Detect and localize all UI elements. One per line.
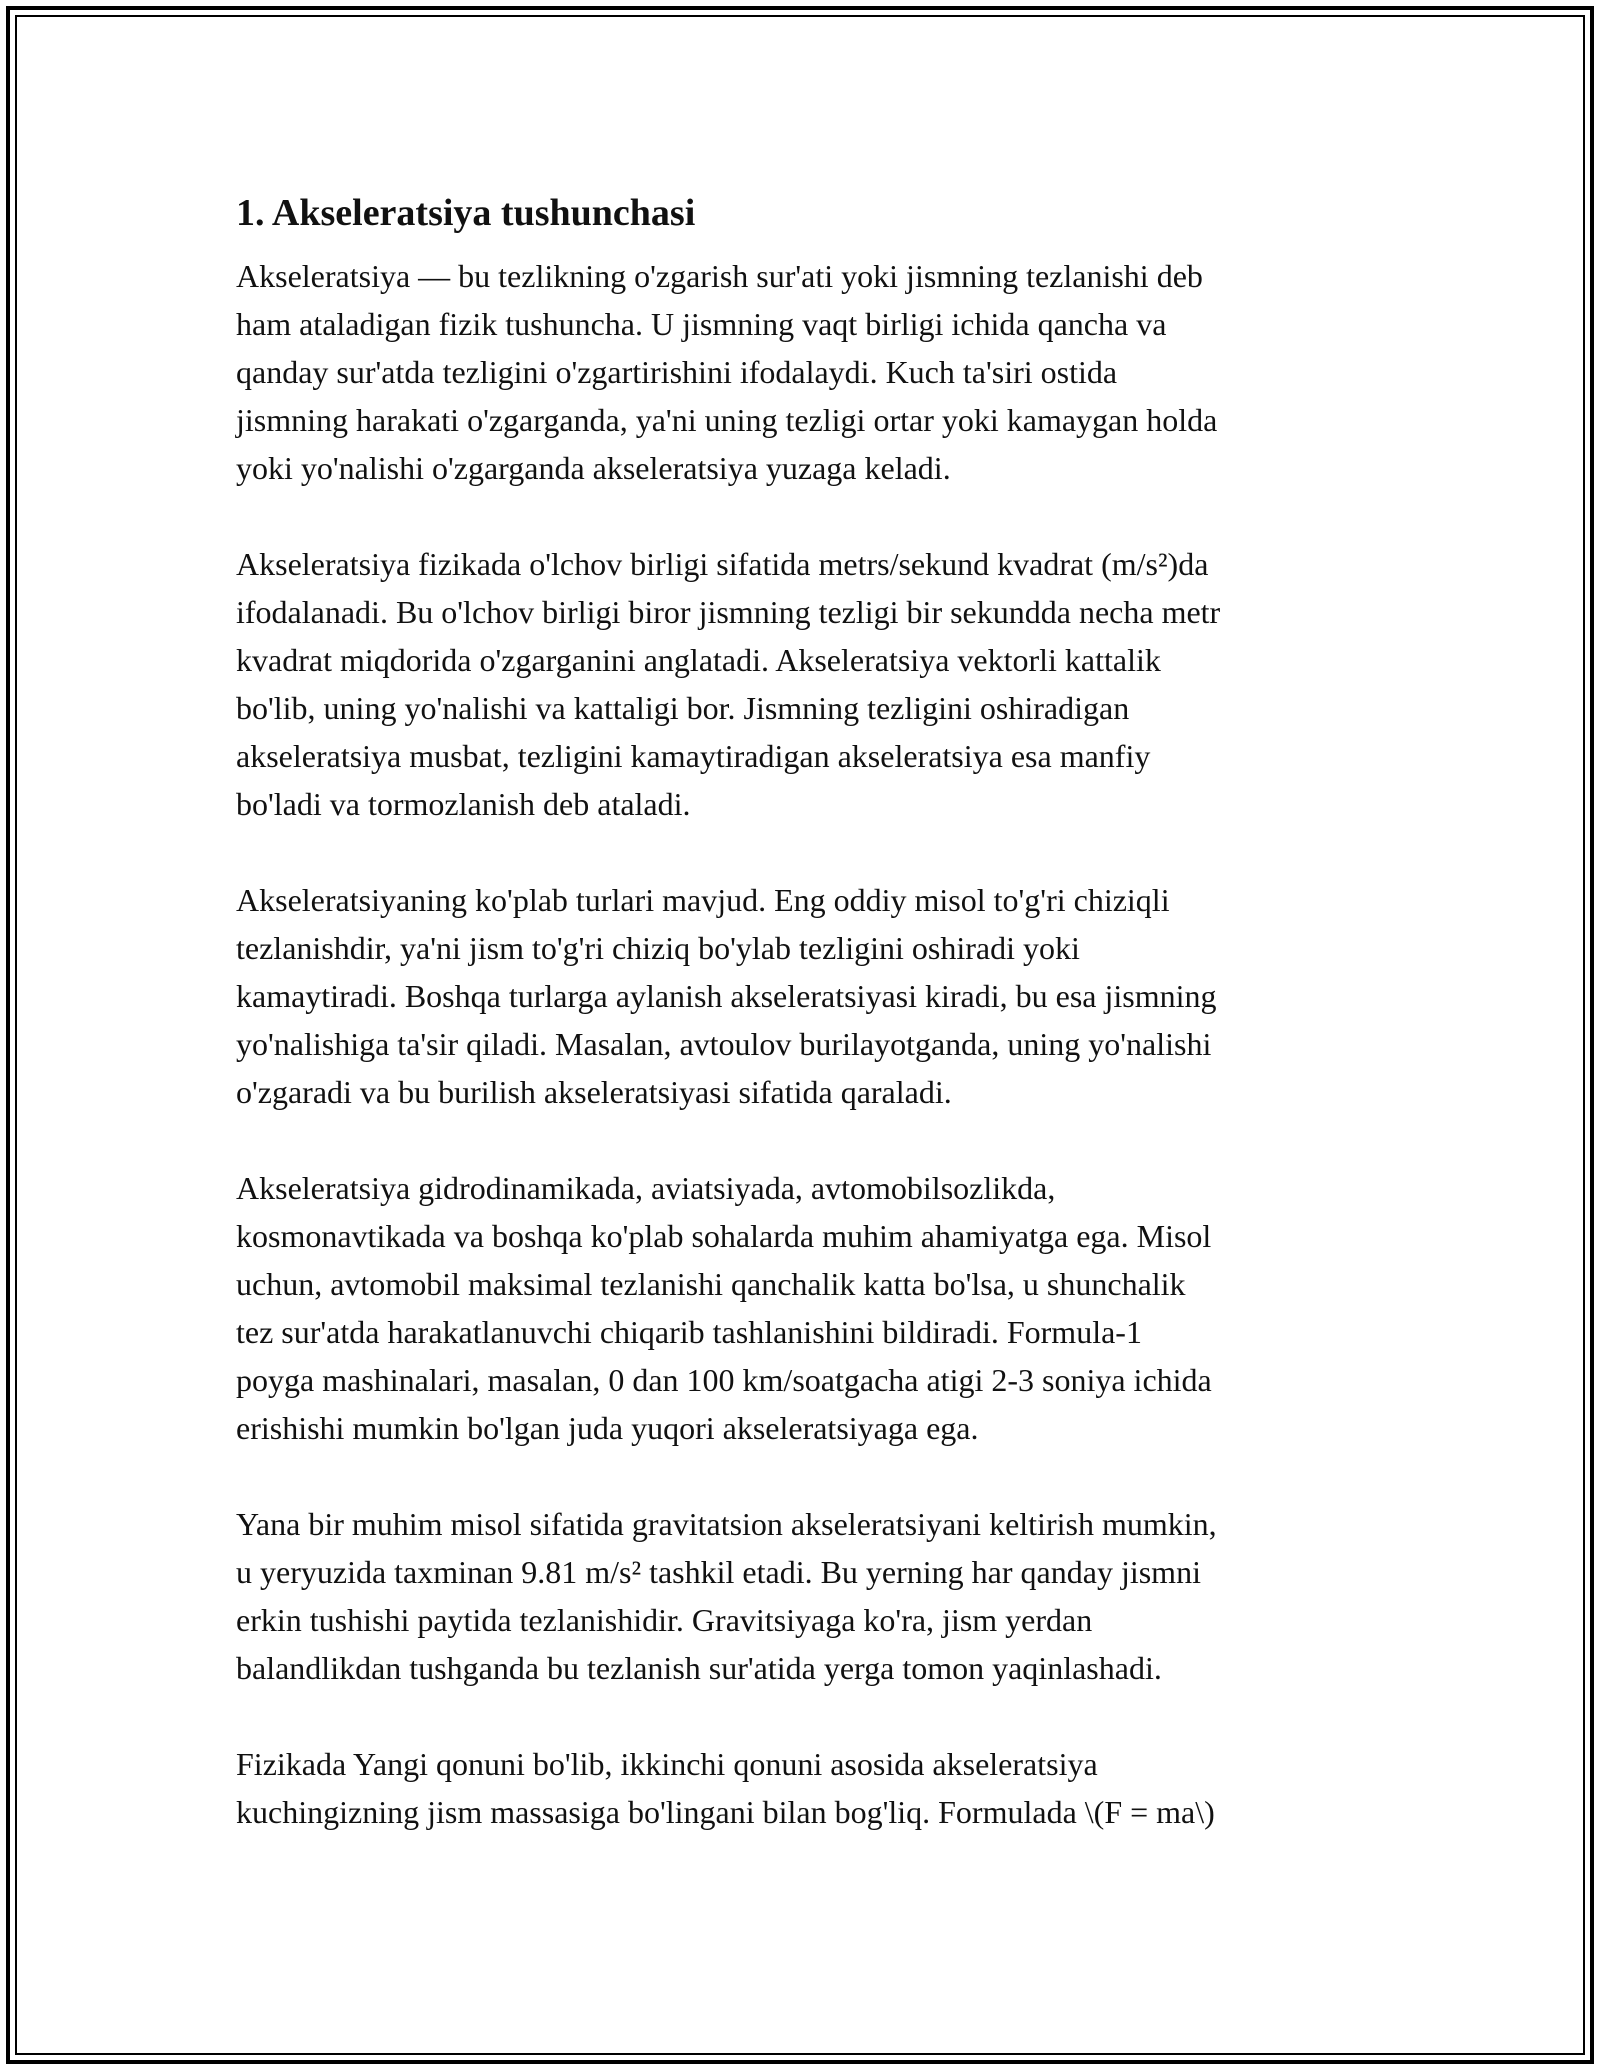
paragraph-units: Akseleratsiya fizikada o'lchov birligi sifatida metrs/sekund kvadrat (m/s²)da ifodalanadi. Bu o'lchov birligi biror jismning tezligi bir sekundda necha metr kvadrat miqdorida o'zgarganini anglatadi. Akseleratsiya vektorli kattalik bo'lib, uning yo'nalishi va kattaligi bor. Jismning tezligini oshiradigan akseleratsiya musbat, tezligini kamaytiradigan akseleratsiya esa manfiy bo'ladi va tormozlanish deb ataladi. xyxy=(236,546,1221,822)
paragraph-applications: Akseleratsiya gidrodinamikada, aviatsiyada, avtomobilsozlikda, kosmonavtikada va boshqa ko'plab sohalarda muhim ahamiyatga ega. Misol uchun, avtomobil maksimal tezlanishi qanchalik katta bo'lsa, u shunchalik tez sur'atda harakatlanuvchi chiqarib tashlanishini bildiradi. Formula-1 poyga mashinalari, masalan, 0 dan 100 km/soatgacha atigi 2-3 soniya ichida erishishi mumkin bo'lgan juda yuqori akseleratsiyaga ega. xyxy=(236,1170,1212,1446)
paragraph-definition: Akseleratsiya — bu tezlikning o'zgarish sur'ati yoki jismning tezlanishi deb ham ataladigan fizik tushuncha. U jismning vaqt birligi ichida qancha va qanday sur'atda tezligini o'zgartirishini ifodalaydi. Kuch ta'siri ostida jismning harakati o'zgarganda, ya'ni uning tezligi ortar yoki kamaygan holda yoki yo'nalishi o'zgarganda akseleratsiya yuzaga keladi. xyxy=(236,258,1218,486)
section-heading: 1. Akseleratsiya tushunchasi xyxy=(236,192,696,234)
paragraph-types: Akseleratsiyaning ko'plab turlari mavjud. Eng oddiy misol to'g'ri chiziqli tezlanishdir, ya'ni jism to'g'ri chiziq bo'ylab tezligini oshiradi yoki kamaytiradi. Boshqa turlarga aylanish akseleratsiyasi kiradi, bu esa jismning yo'nalishiga ta'sir qiladi. Masalan, avtoulov burilayotganda, uning yo'nalishi o'zgaradi va bu burilish akseleratsiyasi sifatida qaraladi. xyxy=(236,882,1217,1110)
document-body xyxy=(236,188,1376,1836)
paragraph-gravity: Yana bir muhim misol sifatida gravitatsion akseleratsiyani keltirish mumkin, u yeryuzida taxminan 9.81 m/s² tashkil etadi. Bu yerning har qanday jismni erkin tushishi paytida tezlanishidir. Gravitsiyaga ko'ra, jism yerdan balandlikdan tushganda bu tezlanish sur'atida yerga tomon yaqinlashadi. xyxy=(236,1506,1217,1686)
paragraph-newton-law: Fizikada Yangi qonuni bo'lib, ikkinchi qonuni asosida akseleratsiya kuchingizning jism massasiga bo'lingani bilan bog'liq. Formulada \(F = ma\) xyxy=(236,1746,1215,1830)
